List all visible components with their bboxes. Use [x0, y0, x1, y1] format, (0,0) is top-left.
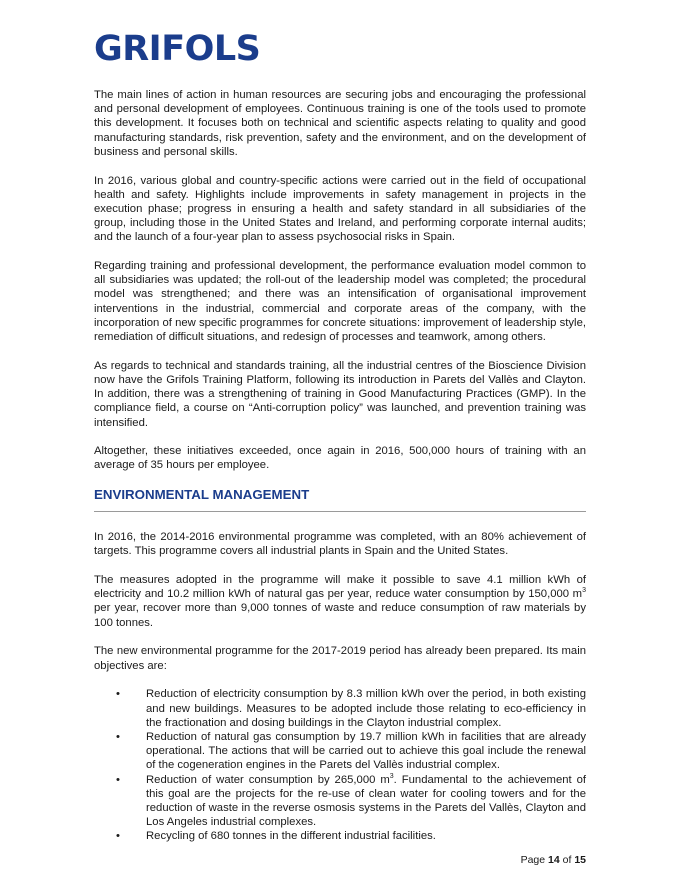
- of-label: of: [562, 854, 572, 866]
- superscript: 3: [582, 587, 586, 595]
- superscript: 3: [389, 772, 394, 780]
- list-item-text: Reduction of water consumption by 265,000 m: [146, 773, 390, 786]
- paragraph-env-new-programme: The new environmental programme for the 2017-2019 period has already been prepared. Its main objectives are:: [94, 645, 586, 672]
- grifols-logo: GRIFOLS: [94, 29, 261, 69]
- list-item: [94, 687, 586, 730]
- bullet-icon: •: [116, 773, 120, 786]
- list-item: [94, 730, 586, 773]
- list-item-text: Reduction of natural gas consumption by 19.7 million kWh in facilities that are already operational. The actions that will be carried out to achieve this goal include the renewal of the cogeneration engines in the Parets del Vallès industrial complex.: [146, 730, 586, 772]
- list-item-text: Recycling of 680 tonnes in the different industrial facilities.: [146, 830, 436, 843]
- text-segment: The measures adopted in the programme will make it possible to save 4.1 million kWh of electricity and 10.2 million kWh of natural gas per year, reduce water consumption by 150,000 m: [94, 574, 586, 601]
- objectives-list: [94, 687, 586, 843]
- total-pages: 15: [574, 854, 586, 866]
- page-label: Page: [520, 854, 546, 866]
- page-content: [94, 88, 586, 844]
- current-page: 14: [548, 854, 560, 866]
- list-item-text: Reduction of electricity consumption by 8.3 million kWh over the period, in both existing and new buildings. Measures to be adopted include those relating to eco-efficiency in the fractionation and dosing buildings in the Clayton industrial complex.: [146, 688, 586, 729]
- bullet-icon: •: [116, 688, 120, 701]
- list-item: [94, 773, 586, 830]
- paragraph-env-measures: [94, 573, 586, 630]
- list-item-text: . Fundamental to the achievement of this goal are the projects for the re-use of clean water for cooling towers and for the reduction of waste in the reverse osmosis systems in the Parets del Vallès, Clayton and Los Angeles industrial complexes.: [146, 773, 586, 829]
- paragraph-hr-intro: The main lines of action in human resources are securing jobs and encouraging the professional and personal development of employees. Continuous training is one of the tools used to promote this development. It focuses both on technical and scientific aspects relating to quality and good manufacturing standards, risk prevention, safety and the environment, and on the development of business and personal skills.: [94, 89, 586, 158]
- section-heading-environmental: ENVIRONMENTAL MANAGEMENT: [94, 487, 310, 503]
- text-segment: per year, recover more than 9,000 tonnes of waste and reduce consumption of raw materials by 100 tonnes.: [94, 602, 586, 629]
- paragraph-health-safety: In 2016, various global and country-specific actions were carried out in the field of occupational health and safety. Highlights include improvements in safety management in projects in the execution phase; progress in ensuring a health and safety standard in all subsidiaries of the group, including those in the United States and Ireland, and performing corporate internal audits; and the launch of a four-year plan to assess psychosocial risks in Spain.: [94, 174, 586, 244]
- page-number: [521, 854, 586, 866]
- paragraph-training-hours: Altogether, these initiatives exceeded, once again in 2016, 500,000 hours of training with an average of 35 hours per employee.: [94, 445, 586, 472]
- bullet-icon: •: [116, 830, 120, 843]
- bullet-icon: •: [116, 730, 120, 743]
- paragraph-env-programme: In 2016, the 2014-2016 environmental programme was completed, with an 80% achievement of targets. This programme covers all industrial plants in Spain and the United States.: [94, 531, 586, 558]
- paragraph-technical-training: As regards to technical and standards training, all the industrial centres of the Bioscience Division now have the Grifols Training Platform, following its introduction in Parets del Vallès and Clayton. In addition, there was a strengthening of training in Good Manufacturing Practices (GMP). In the compliance field, a course on “Anti-corruption policy” was launched, and prevention training was intensified.: [94, 359, 586, 429]
- list-item: [94, 829, 586, 843]
- paragraph-training-development: Regarding training and professional development, the performance evaluation model common to all subsidiaries was updated; the roll-out of the leadership model was completed; the procedural model was strengthened; and there was an intensification of organisational improvement interventions in the industrial, commercial and corporate areas of the company, with the incorporation of new specific programmes for concrete situations: improvement of leadership style, remediation of difficult situations, and redesign of processes and teamwork, among others.: [94, 260, 586, 344]
- section-divider: [94, 511, 586, 512]
